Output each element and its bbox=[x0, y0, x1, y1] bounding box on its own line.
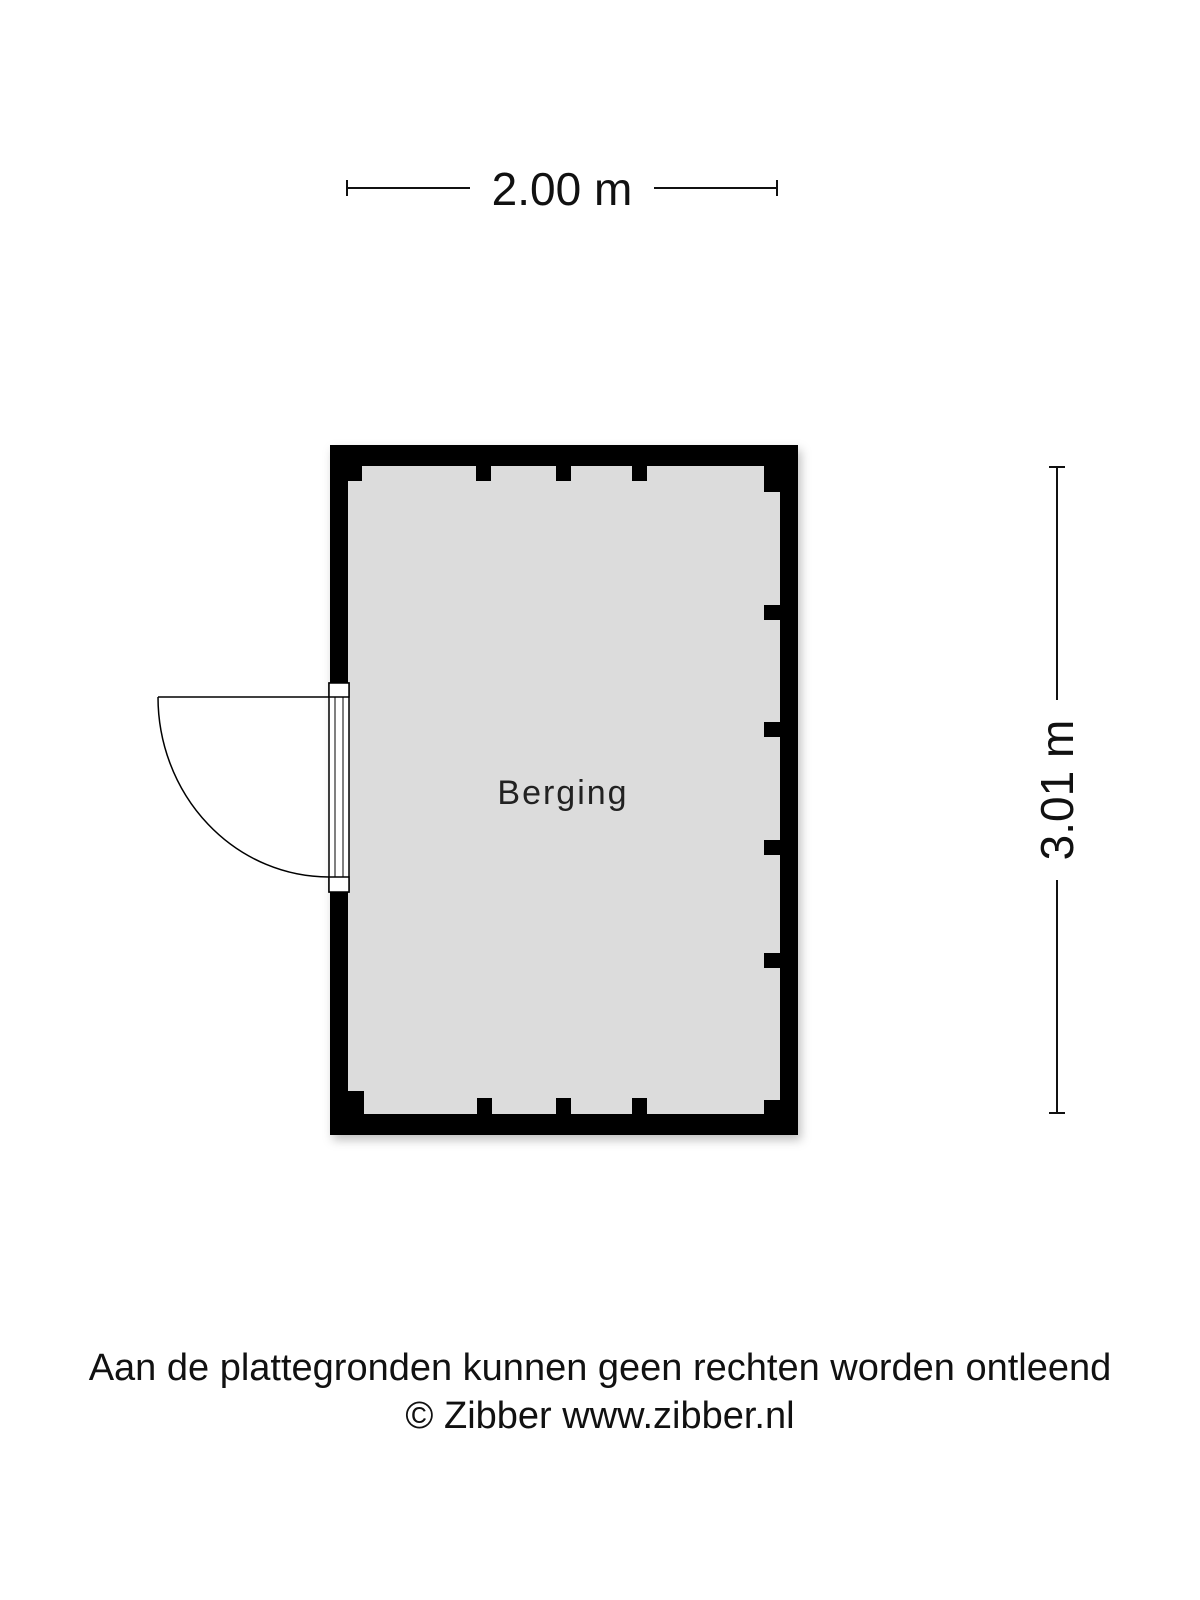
copyright-text: © Zibber www.zibber.nl bbox=[405, 1395, 795, 1437]
door bbox=[158, 683, 349, 892]
post-bottom bbox=[556, 1098, 571, 1114]
post-top-right-corner bbox=[764, 466, 780, 492]
post-top-left-corner bbox=[348, 466, 362, 481]
post-right bbox=[764, 953, 780, 968]
post-top bbox=[556, 466, 571, 481]
post-right bbox=[764, 605, 780, 620]
post-right bbox=[764, 840, 780, 855]
post-top bbox=[476, 466, 491, 481]
post-top bbox=[632, 466, 647, 481]
width-label: 2.00 m bbox=[491, 163, 633, 215]
disclaimer-text: Aan de plattegronden kunnen geen rechten worden ontleend bbox=[88, 1347, 1112, 1389]
post-right bbox=[764, 722, 780, 737]
room-berging bbox=[158, 445, 798, 1135]
door-opening bbox=[329, 683, 349, 892]
height-dimension bbox=[1031, 467, 1083, 1113]
room-label: Berging bbox=[497, 774, 629, 812]
width-dimension bbox=[347, 163, 777, 215]
post-bottom-right-corner bbox=[764, 1100, 780, 1114]
post-bottom bbox=[632, 1098, 647, 1114]
post-bottom-left-corner bbox=[348, 1091, 364, 1114]
post-bottom bbox=[477, 1098, 492, 1114]
door-frame-top bbox=[329, 683, 349, 697]
door-frame-bottom bbox=[329, 877, 349, 892]
height-label: 3.01 m bbox=[1031, 719, 1083, 861]
door-swing-arc bbox=[158, 697, 329, 877]
